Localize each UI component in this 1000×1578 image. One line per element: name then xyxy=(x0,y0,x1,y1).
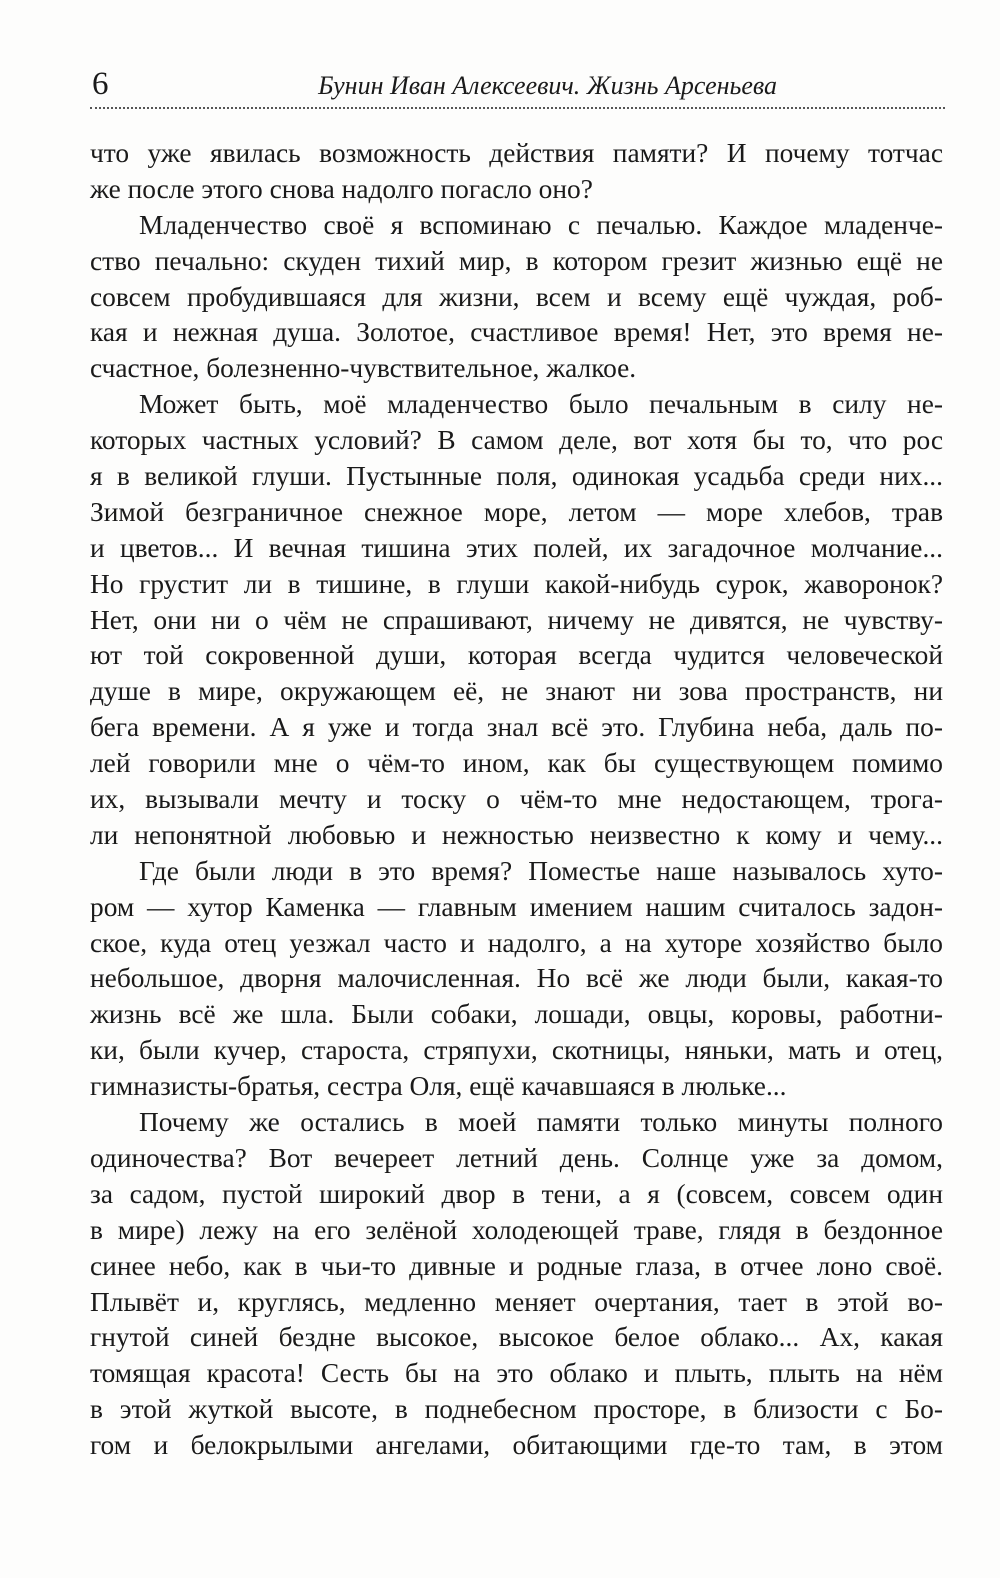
text-line: за садом, пустой широкий двор в тени, а я (совсем, совсем один xyxy=(90,1178,943,1209)
text-line: бега времени. А я уже и тогда знал всё это. Глубина неба, даль по- xyxy=(90,712,943,743)
text-line: в мире) лежу на его зелёной холодеющей траве, глядя в бездонное xyxy=(90,1214,943,1245)
text-line: лей говорили мне о чём-то ином, как бы существующем помимо xyxy=(90,748,943,779)
text-line: которых частных условий? В самом деле, вот хотя бы то, что рос xyxy=(90,425,943,456)
text-line: ли непонятной любовью и нежностью неизвестно к кому и чему... xyxy=(90,819,943,850)
text-line: в этой жуткой высоте, в поднебесном просторе, в близости с Бо- xyxy=(90,1394,943,1425)
text-line: ют той сокровенной души, которая всегда чудится человеческой xyxy=(90,640,943,671)
text-line: синее небо, как в чьи-то дивные и родные глаза, в отчее лоно своё. xyxy=(90,1250,943,1281)
text-line: счастное, болезненно-чувствительное, жалкое. xyxy=(90,353,637,384)
text-line: же после этого снова надолго погасло оно? xyxy=(90,173,593,204)
text-line: Плывёт и, круглясь, медленно меняет очертания, тает в этой во- xyxy=(90,1286,943,1317)
text-line: их, вызывали мечту и тоску о чём-то мне недостающем, трога- xyxy=(90,784,943,815)
text-line: Младенчество своё я вспоминаю с печалью. Каждое младенче- xyxy=(139,209,943,240)
text-line: и цветов... И вечная тишина этих полей, их загадочное молчание... xyxy=(90,532,943,563)
text-line: Зимой безграничное снежное море, летом — море хлебов, трав xyxy=(90,496,943,527)
text-line: Может быть, моё младенчество было печальным в силу не- xyxy=(139,389,943,420)
text-line: Нет, они ни о чём не спрашивают, ничему не дивятся, не чувству- xyxy=(90,604,943,635)
text-line: ром — хутор Каменка — главным имением нашим считалось задон- xyxy=(90,891,943,922)
header-divider xyxy=(90,107,945,109)
text-line: ки, были кучер, староста, стряпухи, скотницы, няньки, мать и отец, xyxy=(90,1035,943,1066)
text-line: ское, куда отец уезжал часто и надолго, а на хуторе хозяйство было xyxy=(90,927,943,958)
text-line: томящая красота! Сесть бы на это облако и плыть, плыть на нём xyxy=(90,1358,943,1389)
text-line: Почему же остались в моей памяти только минуты полного xyxy=(139,1107,943,1138)
text-line: совсем пробудившаяся для жизни, всем и всему ещё чуждая, роб- xyxy=(90,281,943,312)
text-line: одиночества? Вот вечереет летний день. Солнце уже за домом, xyxy=(90,1142,943,1173)
running-title: Бунин Иван Алексеевич. Жизнь Арсеньева xyxy=(318,71,777,100)
text-line: небольшое, дворня малочисленная. Но всё же люди были, какая-то xyxy=(90,963,943,994)
text-line: гимназисты-братья, сестра Оля, ещё качавшаяся в люльке... xyxy=(90,1071,787,1102)
text-line: что уже явилась возможность действия памяти? И почему тотчас xyxy=(90,138,943,168)
text-line: я в великой глуши. Пустынные поля, одинокая усадьба среди них... xyxy=(90,461,943,492)
body-text xyxy=(90,136,943,1464)
page-number: 6 xyxy=(92,66,109,102)
text-line: ство печально: скуден тихий мир, в котором грезит жизнью ещё не xyxy=(90,245,943,276)
text-line: жизнь всё же шла. Были собаки, лошади, овцы, коровы, работни- xyxy=(90,999,943,1030)
text-line: душе в мире, окружающем её, не знают ни зова пространств, ни xyxy=(90,676,943,707)
text-line: гом и белокрылыми ангелами, обитающими где-то там, в этом xyxy=(90,1430,943,1461)
text-line: кая и нежная душа. Золотое, счастливое время! Нет, это время не- xyxy=(90,317,943,348)
text-line: гнутой синей бездне высокое, высокое белое облако... Ах, какая xyxy=(90,1322,943,1353)
running-header xyxy=(90,60,945,110)
text-line: Где были люди в это время? Поместье наше называлось хуто- xyxy=(139,855,943,886)
text-line: Но грустит ли в тишине, в глуши какой-нибудь сурок, жаворонок? xyxy=(90,568,943,599)
